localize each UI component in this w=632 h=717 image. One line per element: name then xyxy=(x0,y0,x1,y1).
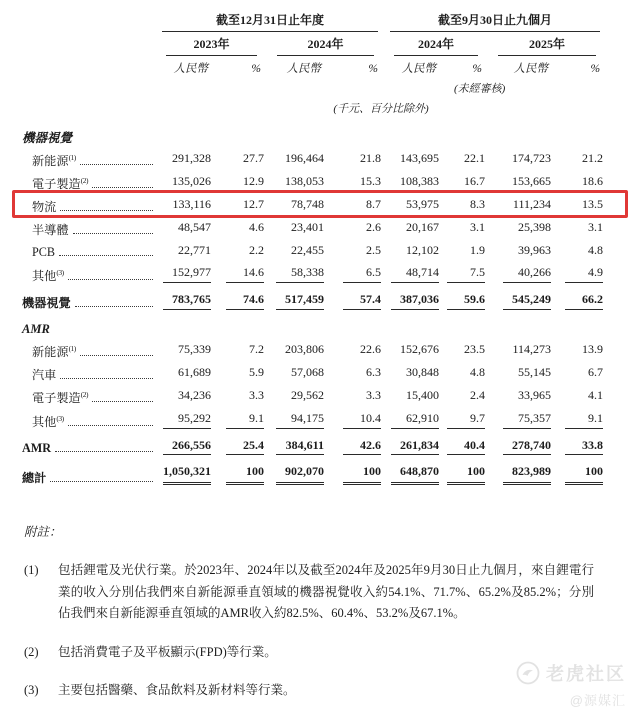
note-item xyxy=(24,680,594,702)
table-row xyxy=(22,171,606,194)
note-text: 包括鋰電及光伏行業。於2023年、2024年以及截至2024年及2025年9月30日止九個月，來自鋰電行業的收入分別佔我們來自新能源垂直領域的機器視覺收入約54.1%、71.7%、65.2%及85.2%；分別佔我們來自新能源垂直領域的AMR收入約82.5%、60.4%、53.2%及67.1%。 xyxy=(58,563,594,621)
cell-value: 57,068 xyxy=(291,365,324,380)
cell-value: 153,665 xyxy=(512,174,552,189)
currency-header: 人民幣 xyxy=(173,62,208,75)
column-group-nine-months xyxy=(384,14,606,32)
table-row xyxy=(22,432,606,459)
cell-value: 114,273 xyxy=(512,342,552,357)
cell-value: 8.3 xyxy=(470,197,486,212)
cell-value: 1,050,321 xyxy=(163,465,211,485)
note-number: (2) xyxy=(24,644,39,659)
note-text: 主要包括醫藥、食品飲料及新材料等行業。 xyxy=(58,683,296,698)
note-number: (1) xyxy=(24,563,39,578)
note-number: (3) xyxy=(24,683,39,698)
row-label: 其他$^{(3)}$ xyxy=(32,413,64,429)
table-row xyxy=(22,286,606,313)
year-header-2023: 2023年 xyxy=(156,32,267,56)
cell-value: 9.1 xyxy=(226,412,264,429)
cell-value: 2.5 xyxy=(366,242,382,257)
revenue-table-body xyxy=(22,122,606,488)
cell-value: 53,975 xyxy=(406,197,440,212)
cell-value: 138,053 xyxy=(285,174,324,189)
cell-value: 384,611 xyxy=(276,439,324,456)
cell-value: 174,723 xyxy=(512,151,552,166)
cell-value: 39,963 xyxy=(518,242,552,257)
table-header xyxy=(22,14,606,122)
cell-value: 66.2 xyxy=(565,293,603,310)
cell-value: 48,714 xyxy=(391,266,439,283)
cell-value: 13.5 xyxy=(582,197,604,212)
cell-value: 40,266 xyxy=(503,266,551,283)
cell-value: 4.8 xyxy=(588,242,604,257)
currency-header: 人民幣 xyxy=(401,62,437,75)
row-label: PCB xyxy=(32,245,56,260)
cell-value: 4.1 xyxy=(588,388,604,403)
cell-value: 12.7 xyxy=(243,197,264,212)
cell-value: 278,740 xyxy=(503,439,551,456)
row-label: 電子製造$^{(2)}$ xyxy=(32,389,88,405)
percent-header: % xyxy=(368,62,379,75)
notes-section xyxy=(24,522,594,702)
cell-value: 25,398 xyxy=(518,219,552,234)
table-row xyxy=(22,148,606,171)
cell-value: 78,748 xyxy=(291,197,324,212)
cell-value: 6.7 xyxy=(588,365,604,380)
cell-value: 6.5 xyxy=(343,266,381,283)
note-text: 包括消費電子及平板顯示(FPD)等行業。 xyxy=(58,644,277,659)
row-label: 機器視覺 xyxy=(22,296,71,311)
cell-value: 30,848 xyxy=(406,365,440,380)
year-header-9m-2025: 2025年 xyxy=(488,32,606,56)
notes-list xyxy=(24,560,594,702)
cell-value: 2.6 xyxy=(366,219,382,234)
cell-value: 517,459 xyxy=(276,293,324,310)
row-label: 新能源$^{(1)}$ xyxy=(32,344,76,360)
column-group-annual xyxy=(156,14,384,32)
cell-value: 94,175 xyxy=(276,412,324,429)
cell-value: 18.6 xyxy=(582,174,604,189)
cell-value: 33.8 xyxy=(565,439,603,456)
cell-value: 4.6 xyxy=(249,219,264,234)
percent-header: % xyxy=(251,62,261,75)
dot-leader xyxy=(68,279,153,280)
cell-value: 15.3 xyxy=(360,174,382,189)
cell-value: 108,383 xyxy=(400,174,440,189)
cell-value: 12.9 xyxy=(243,174,264,189)
cell-value: 152,977 xyxy=(163,266,211,283)
footnote-marker: (1) xyxy=(68,344,76,354)
percent-header: % xyxy=(590,62,601,75)
cell-value: 387,036 xyxy=(391,293,439,310)
row-label: AMR xyxy=(22,441,52,456)
table-row xyxy=(22,122,606,148)
cell-value: 21.2 xyxy=(582,151,604,166)
cell-value: 48,547 xyxy=(178,219,211,234)
row-label: 其他$^{(3)}$ xyxy=(32,268,64,284)
cell-value: 23.5 xyxy=(464,342,486,357)
cell-value: 3.1 xyxy=(588,219,604,234)
currency-header: 人民幣 xyxy=(286,62,321,75)
cell-value: 9.7 xyxy=(447,412,485,429)
cell-value: 152,676 xyxy=(400,342,440,357)
cell-value: 16.7 xyxy=(464,174,486,189)
table-row xyxy=(22,217,606,240)
cell-value: 902,070 xyxy=(276,465,324,485)
dot-leader xyxy=(73,233,153,234)
column-group-annual-title: 截至12月31日止年度 xyxy=(162,14,378,32)
dot-leader xyxy=(59,255,153,256)
table-row xyxy=(22,194,606,217)
currency-header: 人民幣 xyxy=(513,62,549,75)
table-row xyxy=(22,339,606,362)
cell-value: 4.9 xyxy=(565,266,603,283)
footnote-marker: (1) xyxy=(68,153,76,163)
cell-value: 203,806 xyxy=(285,342,324,357)
cell-value: 15,400 xyxy=(406,388,440,403)
revenue-table xyxy=(22,14,606,488)
table-row xyxy=(22,362,606,385)
cell-value: 100 xyxy=(226,465,264,485)
cell-value: 40.4 xyxy=(447,439,485,456)
cell-value: 1.9 xyxy=(470,242,486,257)
cell-value: 133,116 xyxy=(172,197,211,212)
cell-value: 75,357 xyxy=(503,412,551,429)
cell-value: 143,695 xyxy=(400,151,440,166)
cell-value: 111,234 xyxy=(512,197,552,212)
cell-value: 33,965 xyxy=(518,388,552,403)
cell-value: 34,236 xyxy=(178,388,211,403)
row-label: 物流 xyxy=(32,199,57,214)
cell-value: 648,870 xyxy=(391,465,439,485)
cell-value: 75,339 xyxy=(178,342,211,357)
row-label: 汽車 xyxy=(32,367,57,382)
row-label: 電子製造$^{(2)}$ xyxy=(32,175,88,192)
dot-leader xyxy=(75,306,153,307)
cell-value: 100 xyxy=(447,465,485,485)
cell-value: 3.3 xyxy=(366,388,382,403)
cell-value: 266,556 xyxy=(163,439,211,456)
cell-value: 22,771 xyxy=(178,242,211,257)
cell-value: 20,167 xyxy=(406,219,440,234)
dot-leader xyxy=(60,378,153,379)
dot-leader xyxy=(92,187,153,188)
watermark xyxy=(516,660,626,709)
table-row xyxy=(22,240,606,263)
cell-value: 10.4 xyxy=(343,412,381,429)
cell-value: 27.7 xyxy=(243,151,264,166)
cell-value: 5.9 xyxy=(249,365,264,380)
footnote-marker: (2) xyxy=(80,389,88,399)
cell-value: 55,145 xyxy=(518,365,552,380)
dot-leader xyxy=(92,401,153,402)
year-header-9m-2024: 2024年 xyxy=(384,32,488,56)
cell-value: 23,401 xyxy=(291,219,324,234)
cell-value: 261,834 xyxy=(391,439,439,456)
table-row xyxy=(22,262,606,286)
section-label: AMR xyxy=(22,322,50,337)
cell-value: 57.4 xyxy=(343,293,381,310)
cell-value: 2.2 xyxy=(249,242,264,257)
cell-value: 100 xyxy=(565,465,603,485)
dot-leader xyxy=(50,481,153,482)
dot-leader xyxy=(55,451,153,452)
note-item xyxy=(24,560,594,625)
cell-value: 4.8 xyxy=(470,365,486,380)
watermark-handle: @源媒汇 xyxy=(569,693,626,708)
footnote-marker: (3) xyxy=(56,268,64,278)
cell-value: 9.1 xyxy=(565,412,603,429)
section-label: 機器視覺 xyxy=(22,131,73,146)
row-label: 新能源$^{(1)}$ xyxy=(32,153,76,169)
tiger-logo-icon xyxy=(516,661,540,685)
cell-value: 3.3 xyxy=(249,388,264,403)
cell-value: 100 xyxy=(343,465,381,485)
cell-value: 58,338 xyxy=(276,266,324,283)
unit-note: (千元、百分比除外) xyxy=(333,103,429,116)
table-row xyxy=(22,458,606,488)
table-row xyxy=(22,385,606,408)
watermark-brand: 老虎社区 xyxy=(546,664,626,684)
year-header-2024: 2024年 xyxy=(267,32,384,56)
cell-value: 3.1 xyxy=(470,219,486,234)
cell-value: 2.4 xyxy=(470,388,486,403)
dot-leader xyxy=(80,355,153,356)
cell-value: 12,102 xyxy=(406,242,440,257)
percent-header: % xyxy=(472,62,483,75)
cell-value: 8.7 xyxy=(366,197,382,212)
cell-value: 14.6 xyxy=(226,266,264,283)
cell-value: 6.3 xyxy=(366,365,382,380)
cell-value: 22.6 xyxy=(360,342,382,357)
cell-value: 545,249 xyxy=(503,293,551,310)
cell-value: 61,689 xyxy=(178,365,211,380)
cell-value: 783,765 xyxy=(163,293,211,310)
cell-value: 7.5 xyxy=(447,266,485,283)
notes-title: 附註： xyxy=(24,525,62,540)
cell-value: 13.9 xyxy=(582,342,604,357)
cell-value: 25.4 xyxy=(226,439,264,456)
dot-leader xyxy=(60,210,153,211)
cell-value: 823,989 xyxy=(503,465,551,485)
cell-value: 29,562 xyxy=(291,388,324,403)
table-row xyxy=(22,408,606,432)
cell-value: 22,455 xyxy=(291,242,324,257)
cell-value: 196,464 xyxy=(285,151,324,166)
cell-value: 42.6 xyxy=(343,439,381,456)
footnote-marker: (2) xyxy=(80,175,88,185)
table-row xyxy=(22,313,606,339)
cell-value: 21.8 xyxy=(360,151,382,166)
cell-value: 135,026 xyxy=(172,174,211,189)
cell-value: 74.6 xyxy=(226,293,264,310)
cell-value: 291,328 xyxy=(172,151,211,166)
note-item xyxy=(24,642,594,664)
cell-value: 95,292 xyxy=(163,412,211,429)
cell-value: 59.6 xyxy=(447,293,485,310)
unaudited-note: (未經審核) xyxy=(454,82,506,95)
row-label: 總計 xyxy=(22,471,47,486)
column-group-nine-months-title: 截至9月30日止九個月 xyxy=(390,14,600,32)
dot-leader xyxy=(68,425,153,426)
cell-value: 62,910 xyxy=(391,412,439,429)
cell-value: 7.2 xyxy=(249,342,264,357)
footnote-marker: (3) xyxy=(56,413,64,423)
row-label: 半導體 xyxy=(32,222,69,237)
cell-value: 22.1 xyxy=(464,151,486,166)
dot-leader xyxy=(80,164,153,165)
